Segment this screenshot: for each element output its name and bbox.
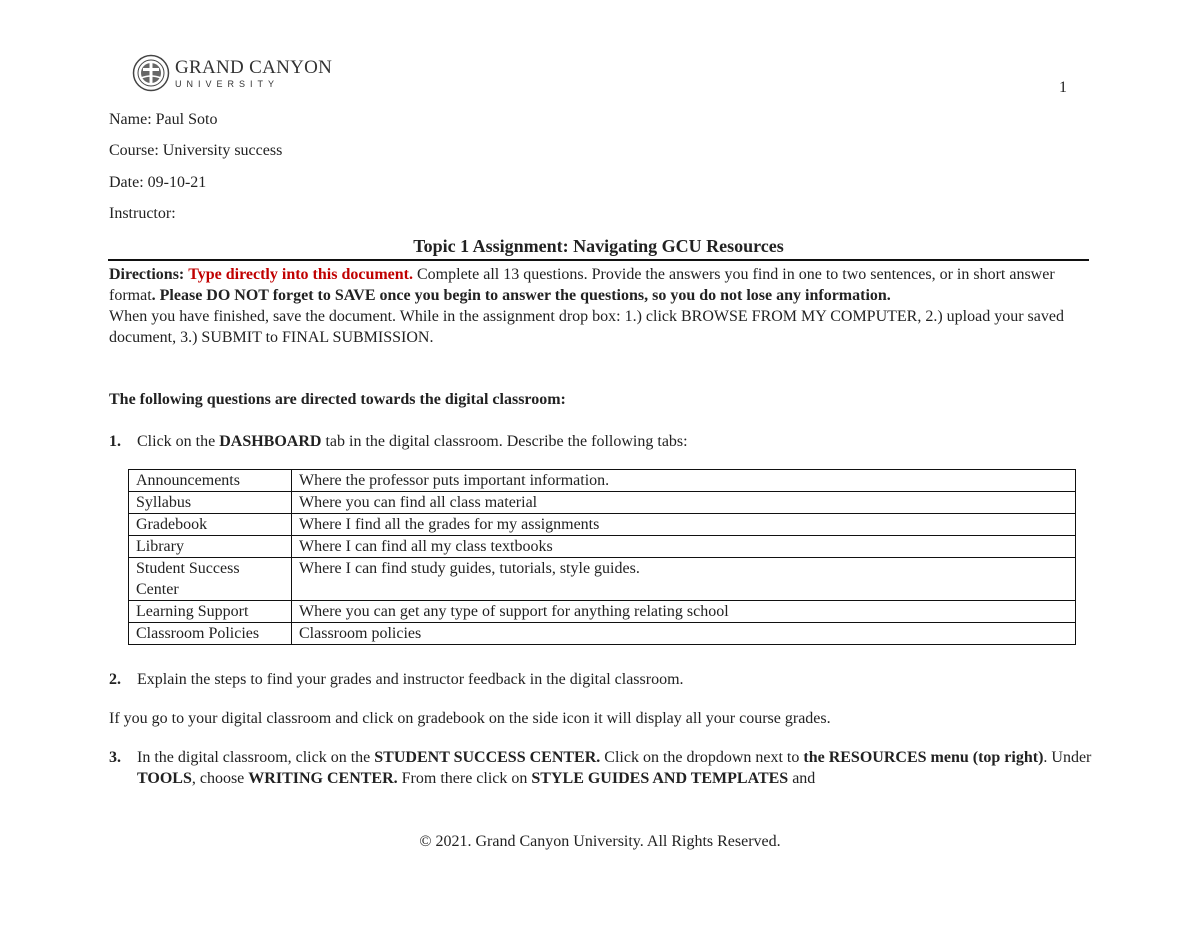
tab-name-cell[interactable]: Gradebook [129,514,292,536]
tab-name-cell[interactable]: Library [129,536,292,558]
q3-text: From there click on [397,770,532,787]
student-name: Name: Paul Soto [109,111,218,128]
instructor: Instructor: [109,205,176,222]
q3-bold: WRITING CENTER. [248,770,398,787]
directions-label: Directions: [109,266,185,283]
question-1 [109,431,1094,452]
directions [109,264,1094,348]
tab-description-cell[interactable]: Where I can find all my class textbooks [292,536,1076,558]
table-row [129,470,1076,492]
table-row [129,623,1076,645]
table-row [129,536,1076,558]
directions-submission: When you have finished, save the document. While in the assignment drop box: 1.) click BROWSE FROM MY COMPUTER, 2.) upload your saved document, 3.) SUBMIT to FINAL SUBMISSION. [109,308,1064,346]
q1-text-post: tab in the digital classroom. Describe the following tabs: [321,433,688,450]
tab-description-cell[interactable]: Where I can find study guides, tutorials, style guides. [292,558,1076,601]
page-title: Topic 1 Assignment: Navigating GCU Resources [108,236,1089,261]
q3-text: . Under [1043,749,1092,766]
question-number: 3. [109,749,121,766]
q2-answer[interactable]: If you go to your digital classroom and click on gradebook on the side icon it will display all your course grades. [109,710,831,727]
tab-name-cell[interactable]: Announcements [129,470,292,492]
directions-emphasis: Type directly into this document. [188,266,413,283]
q3-bold: TOOLS [137,770,192,787]
tab-description-cell[interactable]: Classroom policies [292,623,1076,645]
question-2 [109,669,1094,690]
question-number: 2. [109,671,121,688]
tab-description-cell[interactable]: Where I find all the grades for my assignments [292,514,1076,536]
q3-text: , choose [191,770,249,787]
table-row [129,492,1076,514]
table-row [129,558,1076,601]
university-seal-icon [132,54,170,92]
q1-text-pre: Click on the [137,433,220,450]
logo-subtitle: UNIVERSITY [175,78,280,89]
tab-name-cell[interactable]: Student Success Center [129,558,292,601]
q3-bold: STYLE GUIDES AND TEMPLATES [531,770,789,787]
tab-description-cell[interactable]: Where you can find all class material [292,492,1076,514]
page-number: 1 [1059,79,1067,96]
tab-description-cell[interactable]: Where you can get any type of support for anything relating school [292,601,1076,623]
q3-text: and [788,770,816,787]
course-name: Course: University success [109,142,283,159]
q1-text-bold: DASHBOARD [219,433,322,450]
q3-text: In the digital classroom, click on the [137,749,375,766]
q3-text: Click on the dropdown next to [600,749,804,766]
tab-description-cell[interactable]: Where the professor puts important information. [292,470,1076,492]
table-row [129,601,1076,623]
q2-text: Explain the steps to find your grades and instructor feedback in the digital classroom. [137,671,684,688]
tab-name-cell[interactable]: Syllabus [129,492,292,514]
tab-name-cell[interactable]: Learning Support [129,601,292,623]
question-number: 1. [109,433,121,450]
section-heading: The following questions are directed towards the digital classroom: [109,391,566,408]
directions-text: Complete all 13 questions. Provide the answers you find in one to two sentences, or in short answer format [109,266,1055,304]
university-logo [132,54,332,92]
q3-bold: STUDENT SUCCESS CENTER. [374,749,601,766]
tabs-table [128,469,1076,645]
directions-warning: . Please DO NOT forget to SAVE once you begin to answer the questions, so you do not lose any information. [151,287,891,304]
table-row [129,514,1076,536]
q3-bold: the RESOURCES menu (top right) [803,749,1044,766]
question-3 [109,747,1094,789]
tab-name-cell[interactable]: Classroom Policies [129,623,292,645]
date: Date: 09-10-21 [109,174,207,191]
copyright-footer: © 2021. Grand Canyon University. All Rights Reserved. [419,833,781,850]
logo-name: GRAND CANYON [175,56,333,78]
